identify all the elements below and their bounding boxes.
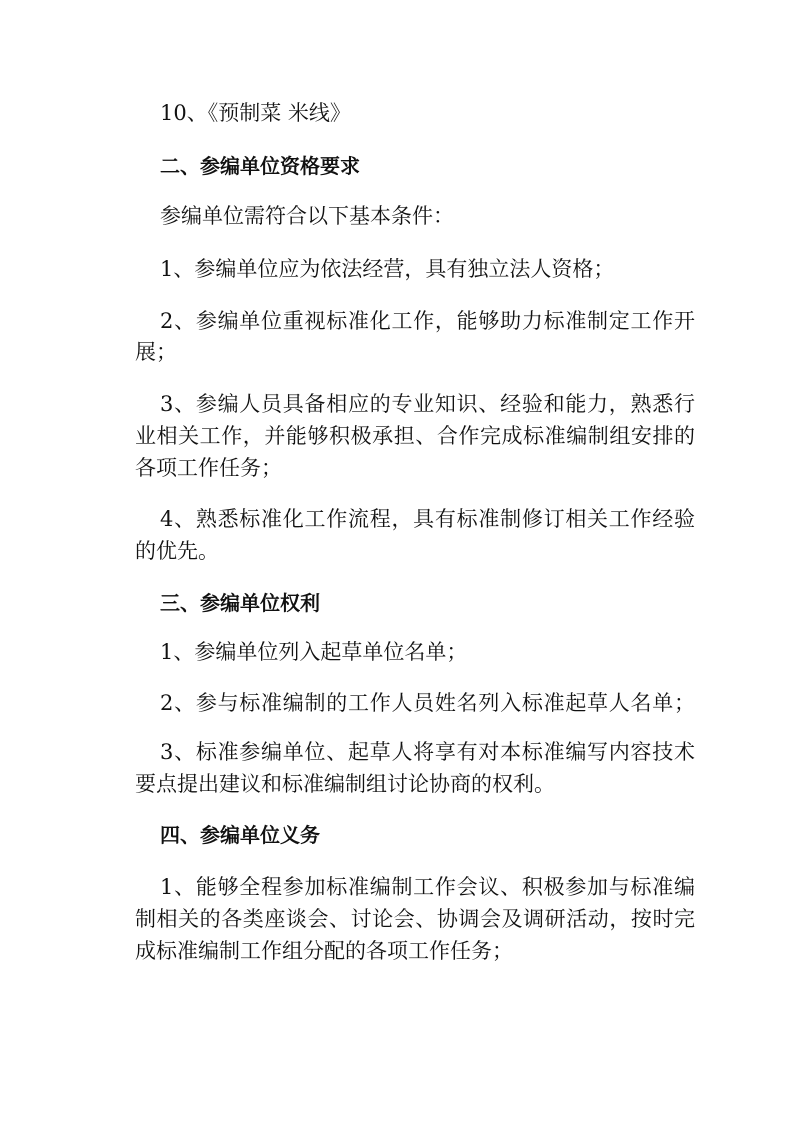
section-2-intro: 参编单位需符合以下基本条件： bbox=[160, 204, 454, 228]
section-2-item-4-line-2: 的优先。 bbox=[135, 539, 219, 563]
section-2-item-2-line-2: 展； bbox=[135, 340, 177, 364]
section-2-title: 二、参编单位资格要求 bbox=[160, 154, 360, 178]
section-3-item-3-line-1: 3、标准参编单位、起草人将享有对本标准编写内容技术 bbox=[160, 740, 695, 764]
section-2-item-1: 1、参编单位应为依法经营，具有独立法人资格； bbox=[160, 257, 615, 281]
section-4-item-1-line-1: 1、能够全程参加标准编制工作会议、积极参加与标准编 bbox=[160, 875, 695, 899]
section-3-title: 三、参编单位权利 bbox=[160, 591, 320, 615]
section-2-item-3-line-2: 业相关工作，并能够积极承担、合作完成标准编制组安排的 bbox=[135, 424, 695, 448]
section-2-item-3-line-3: 各项工作任务； bbox=[135, 456, 282, 480]
section-3-item-2: 2、参与标准编制的工作人员姓名列入标准起草人名单； bbox=[160, 691, 695, 715]
section-3-item-3-line-2: 要点提出建议和标准编制组讨论协商的权利。 bbox=[135, 772, 555, 796]
section-2-item-4-line-1: 4、熟悉标准化工作流程，具有标准制修订相关工作经验 bbox=[160, 507, 695, 531]
list-item-10: 10、《预制菜 米线》 bbox=[160, 101, 351, 125]
section-3-item-1: 1、参编单位列入起草单位名单； bbox=[160, 640, 468, 664]
section-4-title: 四、参编单位义务 bbox=[160, 823, 320, 847]
section-2-item-2-line-1: 2、参编单位重视标准化工作，能够助力标准制定工作开 bbox=[160, 309, 695, 333]
section-4-item-1-line-3: 成标准编制工作组分配的各项工作任务； bbox=[135, 939, 513, 963]
section-2-item-3-line-1: 3、参编人员具备相应的专业知识、经验和能力，熟悉行 bbox=[160, 392, 695, 416]
section-4-item-1-line-2: 制相关的各类座谈会、讨论会、协调会及调研活动，按时完 bbox=[135, 907, 695, 931]
